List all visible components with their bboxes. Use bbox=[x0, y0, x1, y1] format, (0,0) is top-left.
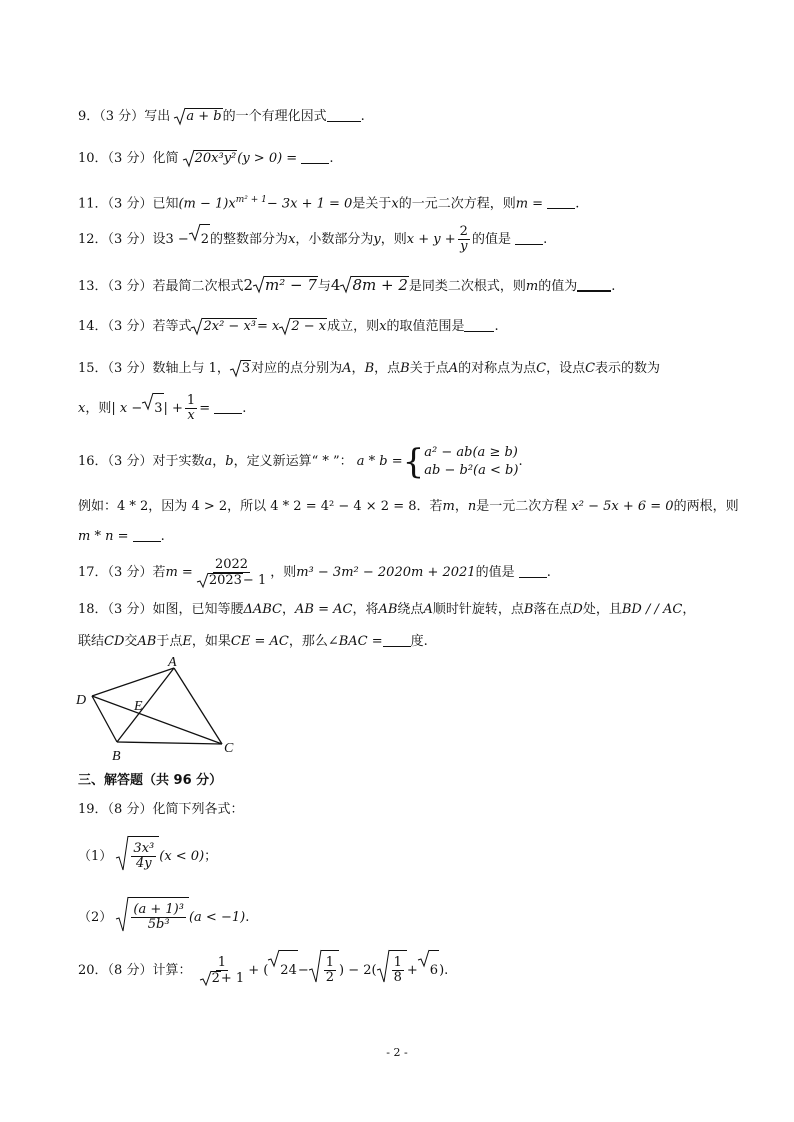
segment-BC bbox=[117, 742, 222, 744]
q-text: 若最简二次根式 bbox=[152, 279, 244, 294]
denominator: 8 bbox=[393, 970, 402, 985]
answer-blank[interactable] bbox=[464, 331, 494, 332]
q-text: 交 bbox=[124, 634, 138, 649]
q-score: （3 分） bbox=[107, 454, 153, 469]
math-op: − bbox=[297, 963, 309, 978]
q-end: . bbox=[518, 454, 523, 469]
q-text: 的值为 bbox=[538, 279, 578, 294]
sqrt bbox=[200, 971, 221, 986]
math-expr: m = bbox=[165, 565, 193, 580]
q-text: 绕点 bbox=[397, 602, 424, 617]
q-text: ，那么 bbox=[288, 634, 328, 649]
math-var: x bbox=[379, 319, 387, 334]
question-18 bbox=[78, 602, 695, 618]
q-text: ， bbox=[454, 499, 468, 514]
denominator-rest: + 1 bbox=[220, 970, 245, 986]
q-number: 17． bbox=[78, 565, 108, 580]
q-text: 是一元二次方程 bbox=[476, 499, 568, 514]
math-var: x bbox=[78, 401, 86, 416]
q-score: （3 分） bbox=[107, 279, 153, 294]
math-var: m bbox=[442, 499, 455, 514]
question-19-part-2 bbox=[78, 897, 249, 938]
part-label: （2） bbox=[78, 910, 113, 925]
q-text: 关于点 bbox=[409, 361, 449, 376]
fraction bbox=[458, 225, 470, 254]
label-D: D bbox=[76, 693, 87, 708]
q-text: 表示的数为 bbox=[595, 361, 661, 376]
math-expr: − 3x + 1 = 0 bbox=[266, 196, 353, 212]
q-number: 11． bbox=[78, 196, 108, 212]
q-text: 计算： bbox=[152, 963, 192, 978]
math-op: ) − 2( bbox=[339, 963, 377, 978]
math-var: AB bbox=[137, 634, 157, 649]
q-end: . bbox=[242, 401, 247, 416]
sqrt bbox=[197, 573, 243, 588]
math-exponent: m² + 1 bbox=[235, 195, 267, 205]
answer-blank[interactable] bbox=[519, 577, 547, 578]
sqrt bbox=[116, 836, 159, 877]
q-end: . bbox=[444, 963, 449, 978]
math-expr: BD / / AC bbox=[621, 602, 683, 617]
math-var: n bbox=[467, 499, 477, 514]
answer-blank[interactable] bbox=[547, 208, 575, 209]
answer-blank[interactable] bbox=[327, 121, 361, 122]
q-text: ， bbox=[212, 454, 226, 469]
q-text: ， bbox=[682, 602, 696, 617]
segment-AC bbox=[174, 668, 222, 744]
math-expr: m = bbox=[515, 196, 544, 212]
radicand: 20x³y² bbox=[194, 151, 237, 166]
numerator: 1 bbox=[325, 955, 335, 970]
q-number: 13． bbox=[78, 279, 108, 294]
answer-blank[interactable] bbox=[214, 413, 242, 414]
q-text: 是关于 bbox=[352, 196, 392, 212]
sqrt bbox=[377, 950, 407, 991]
q-condition: (a < −1) bbox=[188, 910, 246, 925]
math-var: C bbox=[536, 361, 547, 376]
segment-DC bbox=[92, 696, 222, 744]
answer-blank[interactable] bbox=[133, 541, 161, 542]
q-text: ，则 bbox=[85, 401, 112, 416]
q-text: 若等式 bbox=[152, 319, 192, 334]
sqrt bbox=[191, 318, 257, 335]
math-expr: m³ − 3m² − 2020m + 2021 bbox=[296, 565, 476, 580]
sqrt bbox=[309, 950, 339, 991]
case-2: ab − b²(a < b) bbox=[424, 462, 519, 478]
q-number: 12． bbox=[78, 232, 108, 247]
sqrt bbox=[116, 897, 189, 938]
q-text: 顺时针旋转，点 bbox=[432, 602, 524, 617]
q-text: ，则 bbox=[380, 232, 407, 247]
sqrt bbox=[253, 276, 318, 295]
denominator bbox=[198, 971, 247, 986]
radicand bbox=[321, 950, 339, 991]
numerator: 2022 bbox=[214, 556, 249, 572]
q-text: 落在点 bbox=[533, 602, 573, 617]
segment-DB bbox=[92, 696, 117, 742]
q-text: 联结 bbox=[78, 634, 105, 649]
sqrt bbox=[418, 950, 439, 991]
section-heading: 三、解答题（共 96 分） bbox=[78, 773, 223, 788]
q-number: 10． bbox=[78, 151, 108, 166]
q-end: . bbox=[611, 279, 616, 294]
sqrt bbox=[174, 108, 222, 125]
numerator: 2 bbox=[459, 224, 468, 239]
math-op: + ( bbox=[248, 963, 269, 978]
radicand bbox=[389, 950, 407, 991]
q-score: （3 分） bbox=[107, 196, 153, 212]
radicand: 3 bbox=[153, 393, 163, 424]
numerator: 1 bbox=[186, 393, 196, 408]
question-16 bbox=[78, 442, 523, 482]
coefficient: 4 bbox=[330, 276, 341, 294]
radicand: 24 bbox=[279, 950, 298, 991]
q-text: 度. bbox=[410, 634, 428, 649]
denominator: x bbox=[187, 408, 195, 423]
math-expr: m * n = bbox=[78, 529, 129, 544]
math-expr: ΔABC bbox=[243, 602, 282, 617]
question-20 bbox=[78, 950, 448, 991]
question-16-line-2 bbox=[78, 499, 739, 515]
q-end: . bbox=[575, 196, 580, 212]
math-expr: x² − 5x + 6 = 0 bbox=[571, 499, 674, 514]
math-var: x bbox=[288, 232, 296, 247]
question-15-line-2 bbox=[78, 393, 246, 424]
denominator bbox=[195, 573, 268, 588]
fraction bbox=[392, 956, 404, 985]
q-score: （8 分） bbox=[107, 963, 153, 978]
math-var: A bbox=[423, 602, 433, 617]
geometry-figure bbox=[70, 652, 250, 764]
fraction bbox=[185, 394, 197, 423]
q-text: 的值是 bbox=[475, 565, 515, 580]
q-text: 如图，已知等腰 bbox=[152, 602, 244, 617]
question-9 bbox=[78, 108, 365, 125]
q-score: （3 分） bbox=[99, 109, 145, 124]
q-score: （3 分） bbox=[107, 361, 153, 376]
q-text: ，则 bbox=[270, 565, 297, 580]
q-score: （3 分） bbox=[107, 602, 153, 617]
q-text: 与 bbox=[317, 279, 331, 294]
radicand: 2023 bbox=[208, 572, 242, 588]
q-text: ，如果 bbox=[191, 634, 231, 649]
q-text: 设 bbox=[152, 232, 166, 247]
radicand: 6 bbox=[429, 950, 439, 991]
q-text: ，小数部分为 bbox=[295, 232, 374, 247]
math-var: E bbox=[182, 634, 192, 649]
radicand: 8m + 2 bbox=[352, 276, 408, 294]
q-text: 对于实数 bbox=[152, 454, 205, 469]
q-number: 9． bbox=[78, 109, 100, 124]
q-text: 的取值范围是 bbox=[386, 319, 465, 334]
q-end: . bbox=[329, 151, 334, 166]
left-brace: { bbox=[402, 441, 425, 482]
math-var: B bbox=[523, 602, 534, 617]
q-end: . bbox=[360, 109, 365, 124]
q-end: . bbox=[245, 910, 250, 925]
question-13 bbox=[78, 276, 615, 295]
math-var: y bbox=[373, 232, 381, 247]
answer-blank[interactable] bbox=[577, 290, 611, 292]
math-expr: ∠BAC = bbox=[327, 634, 383, 649]
radicand: 2 bbox=[200, 224, 210, 255]
q-end: . bbox=[160, 529, 165, 544]
q-text: 的一个有理化因式 bbox=[222, 109, 327, 124]
sqrt bbox=[230, 360, 251, 377]
math-var: B bbox=[364, 361, 375, 376]
math-var: D bbox=[572, 602, 583, 617]
math-var: B bbox=[400, 361, 410, 376]
q-text: 若 bbox=[152, 565, 166, 580]
q-text: 化简下列各式： bbox=[152, 802, 244, 817]
numerator: 1 bbox=[217, 954, 227, 970]
q-number: 20． bbox=[78, 963, 108, 978]
fraction bbox=[195, 558, 268, 588]
sqrt bbox=[340, 276, 408, 295]
denominator: 2 bbox=[325, 970, 335, 985]
q-score: （3 分） bbox=[107, 565, 153, 580]
question-18-line-2 bbox=[78, 634, 428, 650]
case-1: a² − ab(a ≥ b) bbox=[424, 444, 518, 460]
q-number: 16． bbox=[78, 454, 108, 469]
fraction bbox=[324, 956, 336, 985]
q-number: 15． bbox=[78, 361, 108, 376]
q-text: 的一元二次方程，则 bbox=[398, 196, 516, 212]
radicand bbox=[128, 836, 159, 877]
q-text: 的对称点为点 bbox=[458, 361, 537, 376]
q-score: （3 分） bbox=[107, 232, 153, 247]
q-text: 的整数部分为 bbox=[210, 232, 289, 247]
q-number: 18． bbox=[78, 602, 108, 617]
piecewise-cases bbox=[424, 444, 518, 480]
question-16-line-3 bbox=[78, 529, 165, 545]
label-B: B bbox=[112, 749, 121, 764]
radicand: 2 − x bbox=[291, 319, 327, 334]
q-text: 是同类二次根式，则 bbox=[408, 279, 526, 294]
q-text: 数轴上与 1， bbox=[152, 361, 230, 376]
coefficient: 2 bbox=[243, 276, 254, 294]
label-A: A bbox=[168, 655, 177, 670]
math-var: b bbox=[225, 454, 234, 469]
answer-blank[interactable] bbox=[383, 646, 411, 647]
q-text: 对应的点分别为 bbox=[251, 361, 343, 376]
radicand: m² − 7 bbox=[265, 276, 317, 294]
radicand: 2 bbox=[211, 970, 220, 986]
q-text: 的两根，则 bbox=[673, 499, 739, 514]
segment-AB bbox=[117, 668, 174, 742]
math-var: A bbox=[342, 361, 352, 376]
math-expr: x + y + bbox=[406, 232, 456, 247]
question-19 bbox=[78, 802, 243, 818]
q-text: 化简 bbox=[152, 151, 179, 166]
math-var: x bbox=[391, 196, 399, 212]
radicand bbox=[128, 897, 189, 938]
question-12 bbox=[78, 224, 547, 255]
math-expr: (m − 1)x bbox=[178, 196, 236, 212]
denominator-rest: − 1 bbox=[242, 572, 267, 588]
math-op: + bbox=[406, 963, 418, 978]
math-var: CD bbox=[104, 634, 125, 649]
q-text: 成立，则 bbox=[327, 319, 380, 334]
math-var: A bbox=[448, 361, 459, 376]
fraction bbox=[131, 842, 156, 871]
denominator: 4y bbox=[136, 856, 152, 871]
q-text: 已知 bbox=[152, 196, 179, 212]
math-var: a bbox=[204, 454, 213, 469]
math-expr: AB = AC bbox=[295, 602, 353, 617]
radicand: 3 bbox=[241, 361, 251, 376]
q-text: 例如：4 * 2，因为 4 > 2，所以 4 * 2 = 4² − 4 × 2 = 8．若 bbox=[78, 499, 443, 514]
q-score: （8 分） bbox=[107, 802, 153, 817]
answer-blank[interactable] bbox=[515, 244, 543, 245]
q-number: 19． bbox=[78, 802, 108, 817]
q-condition: (y > 0) = bbox=[237, 151, 298, 166]
math-var: m bbox=[525, 279, 539, 294]
q-text: ，将 bbox=[352, 602, 379, 617]
fraction bbox=[198, 956, 247, 986]
q-end: . bbox=[546, 565, 551, 580]
q-number: 14． bbox=[78, 319, 108, 334]
math-expr: = bbox=[199, 401, 211, 416]
q-condition: (x < 0) bbox=[159, 849, 205, 864]
q-text: ， bbox=[351, 361, 365, 376]
question-17 bbox=[78, 556, 551, 590]
q-end: . bbox=[494, 319, 499, 334]
segment-DA bbox=[92, 668, 174, 696]
fraction bbox=[131, 903, 186, 932]
math-expr: | + bbox=[163, 401, 183, 416]
page-number: - 2 - bbox=[386, 1046, 408, 1059]
sqrt bbox=[268, 950, 298, 991]
math-expr: | x − bbox=[111, 401, 143, 416]
q-text: 的值是 bbox=[471, 232, 511, 247]
numerator: 1 bbox=[393, 955, 402, 970]
radicand: a + b bbox=[186, 109, 222, 124]
question-11 bbox=[78, 192, 579, 212]
q-text: 于点 bbox=[156, 634, 183, 649]
q-text: ，设点 bbox=[546, 361, 586, 376]
denominator: 5b³ bbox=[147, 917, 170, 932]
math-op: ) bbox=[439, 963, 445, 978]
q-text: ， bbox=[282, 602, 296, 617]
math-expr: = x bbox=[256, 319, 280, 334]
q-score: （3 分） bbox=[107, 151, 153, 166]
sqrt bbox=[142, 393, 163, 424]
numerator: 3x³ bbox=[133, 841, 155, 856]
question-19-part-1 bbox=[78, 836, 217, 877]
question-14 bbox=[78, 318, 499, 335]
part-label: （1） bbox=[78, 849, 113, 864]
radicand: 2x² − x³ bbox=[203, 319, 256, 334]
numerator: (a + 1)³ bbox=[133, 902, 184, 917]
denominator: y bbox=[460, 239, 468, 254]
label-E: E bbox=[134, 699, 143, 714]
question-15 bbox=[78, 360, 660, 377]
q-text: ，点 bbox=[374, 361, 401, 376]
sqrt bbox=[189, 224, 210, 255]
math-expr: a * b = bbox=[356, 454, 403, 469]
math-expr: CE = AC bbox=[230, 634, 289, 649]
q-end: . bbox=[543, 232, 548, 247]
q-text: ，定义新运算“ * ”： bbox=[233, 454, 353, 469]
answer-blank[interactable] bbox=[301, 163, 329, 164]
q-text: 处，且 bbox=[582, 602, 622, 617]
sqrt bbox=[183, 150, 238, 167]
q-end: ； bbox=[204, 849, 218, 864]
math-var: C bbox=[585, 361, 596, 376]
label-C: C bbox=[224, 741, 234, 756]
q-text: 写出 bbox=[144, 109, 171, 124]
q-score: （3 分） bbox=[107, 319, 153, 334]
math-var: AB bbox=[378, 602, 398, 617]
question-10 bbox=[78, 150, 333, 167]
math-expr: 3 − bbox=[165, 232, 189, 247]
sqrt bbox=[279, 318, 327, 335]
